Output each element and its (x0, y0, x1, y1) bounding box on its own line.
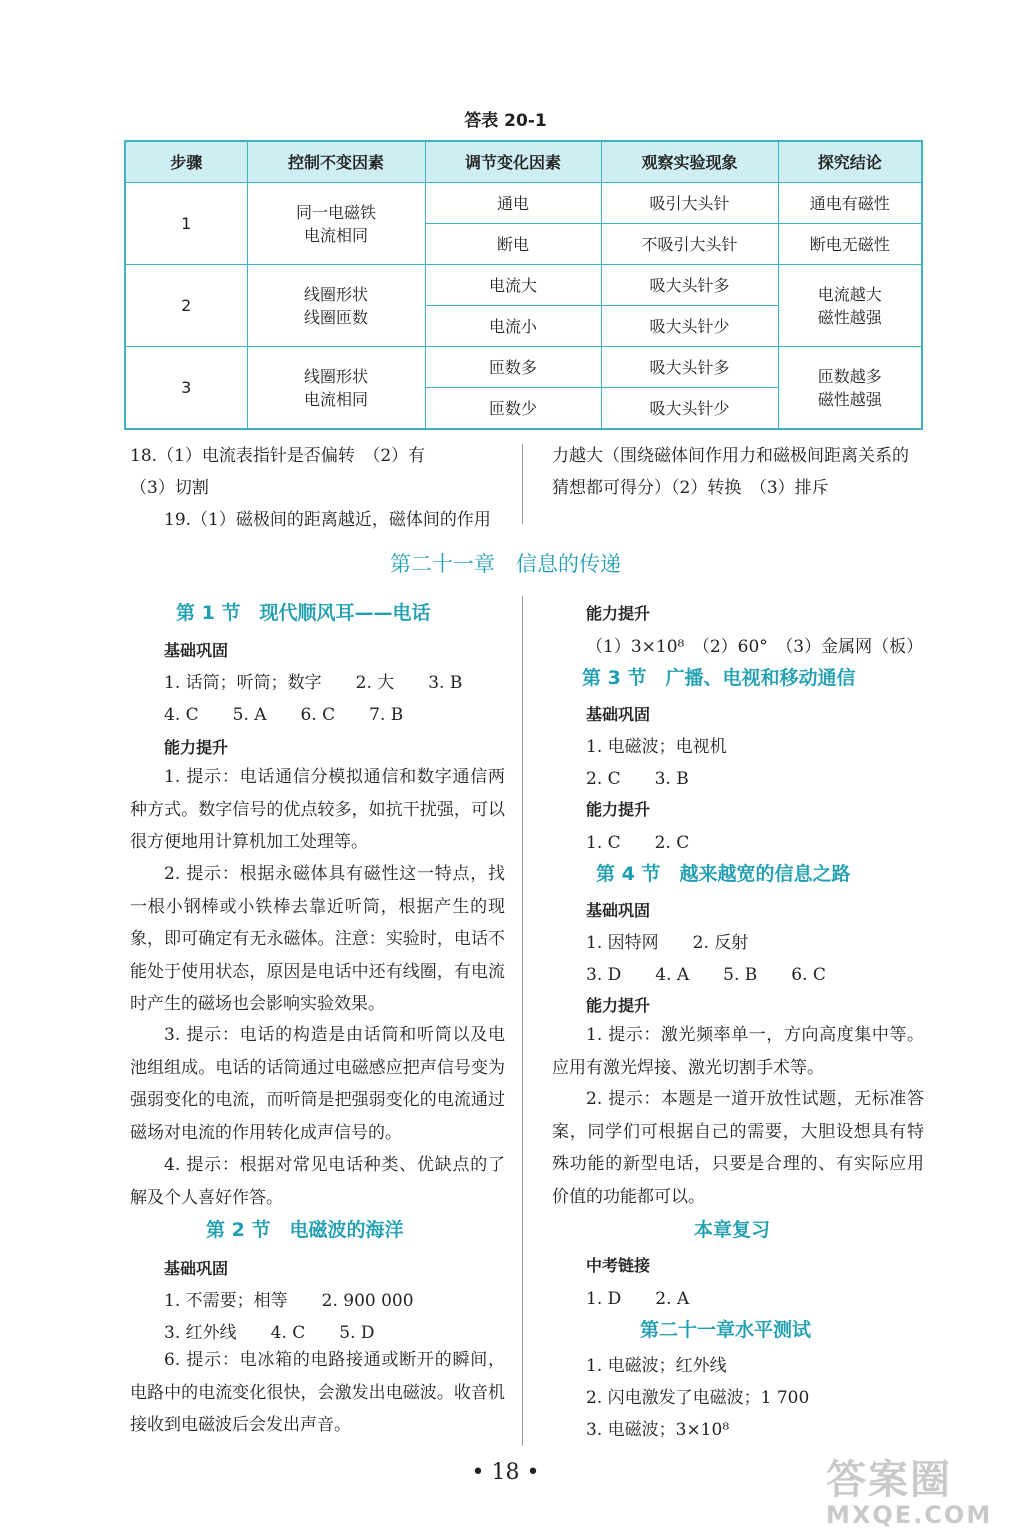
table-row (125, 183, 922, 224)
section-1-ability-answer-3: 3. 提示：电话的构造是由话筒和听筒以及电池组组成。电话的话筒通过电磁感应把声信号变为强弱变化的电流，而听筒是把强弱变化的电流通过磁场对电流的作用转化成声信号的。 (130, 1025, 505, 1143)
section-1-ability-answer-4: 4. 提示：根据对常见电话种类、优缺点的了解及个人喜好作答。 (130, 1155, 505, 1208)
step-cell: 3 (125, 347, 247, 430)
header-control: 控制不变因素 (247, 141, 425, 183)
chapter-test-answer-3: 3. 电磁波；3×10⁸ (586, 1420, 730, 1440)
section-2-heading: 第 2 节 电磁波的海洋 (206, 1219, 404, 1241)
conclusion-line: 匝数越多 (817, 366, 882, 386)
watermark-logo-text: 答案圈 (826, 1457, 952, 1503)
section-2-basic-answers-1: 1. 不需要；相等 2. 900 000 (164, 1291, 414, 1311)
observation-cell: 吸大头针多 (601, 265, 778, 306)
observation-cell: 不吸引大头针 (601, 224, 778, 265)
section-3-basic-answers-1: 1. 电磁波；电视机 (586, 737, 727, 757)
chapter-test-answer-1: 1. 电磁波；红外线 (586, 1356, 727, 1376)
control-line: 线圈形状 (303, 366, 368, 386)
section-3-ability-answers: 1. C 2. C (586, 833, 690, 853)
table-row (125, 265, 922, 306)
step-cell: 1 (125, 183, 247, 265)
column-divider (522, 596, 523, 1446)
conclusion-cell (778, 265, 922, 347)
conclusion-cell: 断电无磁性 (778, 224, 922, 265)
variable-cell: 通电 (425, 183, 601, 224)
section-3-basic-answers-2: 2. C 3. B (586, 769, 689, 789)
column-divider (522, 444, 523, 524)
control-line: 同一电磁铁 (295, 202, 376, 222)
section-1-basic-answers-1: 1. 话筒；听筒；数字 2. 大 3. B (164, 673, 463, 693)
control-cell (247, 183, 425, 265)
answer-19-line3: 猜想都可得分）（2）转换 （3）排斥 (552, 478, 829, 498)
observation-cell: 吸大头针少 (601, 388, 778, 430)
section-4-basic-label: 基础巩固 (586, 901, 651, 920)
answer-19-line1: 19.（1）磁极间的距离越近，磁体间的作用 (164, 510, 491, 530)
control-cell (247, 347, 425, 430)
chapter-title: 第二十一章 信息的传递 (390, 552, 621, 576)
section-2-basic-answers-2: 3. 红外线 4. C 5. D (164, 1323, 375, 1343)
section-2-basic-label: 基础巩固 (164, 1259, 229, 1278)
answer-19-line2: 力越大（围绕磁体间作用力和磁极间距离关系的 (552, 446, 909, 466)
header-observation: 观察实验现象 (601, 141, 778, 183)
section-4-ability-label: 能力提升 (586, 996, 651, 1015)
section-4-ability-answer-2: 2. 提示：本题是一道开放性试题，无标准答案，同学们可根据自己的需要，大胆设想具有特殊功能的新型电话，只要是合理的、有实际应用价值的功能都可以。 (552, 1089, 924, 1207)
observation-cell: 吸引大头针 (601, 183, 778, 224)
review-answers: 1. D 2. A (586, 1289, 690, 1309)
table-title: 答表 20-1 (464, 111, 547, 131)
control-line: 线圈匝数 (303, 307, 368, 327)
chapter-test-answer-2: 2. 闪电激发了电磁波；1 700 (586, 1388, 810, 1408)
conclusion-line: 电流越大 (817, 284, 882, 304)
answer-18-line2: （3）切割 (130, 478, 209, 498)
answer-18-line1: 18.（1）电流表指针是否偏转 （2）有 (130, 446, 426, 466)
variable-cell: 匝数少 (425, 388, 601, 430)
section-4-heading: 第 4 节 越来越宽的信息之路 (596, 863, 851, 885)
section-2-ability-answers: （1）3×10⁸ （2）60° （3）金属网（板） (586, 637, 924, 657)
section-3-ability-label: 能力提升 (586, 800, 651, 819)
answer-table (124, 140, 923, 430)
conclusion-line: 磁性越强 (817, 307, 882, 327)
variable-cell: 电流大 (425, 265, 601, 306)
section-2-ability-label: 能力提升 (586, 604, 651, 623)
step-cell: 2 (125, 265, 247, 347)
header-step: 步骤 (125, 141, 247, 183)
control-cell (247, 265, 425, 347)
variable-cell: 断电 (425, 224, 601, 265)
table-header-row (125, 141, 922, 183)
section-1-basic-answers-2: 4. C 5. A 6. C 7. B (164, 705, 404, 725)
review-exam-link-label: 中考链接 (586, 1256, 651, 1275)
conclusion-line: 磁性越强 (817, 389, 882, 409)
section-3-heading: 第 3 节 广播、电视和移动通信 (582, 667, 856, 689)
header-variable: 调节变化因素 (425, 141, 601, 183)
section-1-ability-answer-2: 2. 提示：根据永磁体具有磁性这一特点，找一根小钢棒或小铁棒去靠近听筒，根据产生的现象，即可确定有无永磁体。注意：实验时，电话不能处于使用状态，原因是电话中还有线圈，有电流时产生的磁场也会影响实验效果。 (130, 864, 505, 1014)
table-row (125, 347, 922, 388)
section-4-ability-answer-1: 1. 提示：激光频率单一，方向高度集中等。应用有激光焊接、激光切割手术等。 (552, 1025, 924, 1078)
section-1-ability-label: 能力提升 (164, 738, 229, 757)
observation-cell: 吸大头针多 (601, 347, 778, 388)
section-3-basic-label: 基础巩固 (586, 705, 651, 724)
conclusion-cell: 通电有磁性 (778, 183, 922, 224)
control-line: 电流相同 (303, 225, 368, 245)
page-number: • 18 • (471, 1460, 540, 1485)
watermark-url: MXQE.COM (826, 1501, 993, 1529)
review-heading: 本章复习 (694, 1219, 771, 1241)
control-line: 线圈形状 (303, 284, 368, 304)
watermark-logo (826, 1448, 1004, 1528)
section-2-basic-answer-6: 6. 提示：电冰箱的电路接通或断开的瞬间，电路中的电流变化很快，会激发出电磁波。收音机接收到电磁波后会发出声音。 (130, 1350, 505, 1435)
conclusion-cell (778, 347, 922, 430)
section-4-basic-answers-2: 3. D 4. A 5. B 6. C (586, 965, 826, 985)
section-1-basic-label: 基础巩固 (164, 641, 229, 660)
control-line: 电流相同 (303, 389, 368, 409)
chapter-test-heading: 第二十一章水平测试 (640, 1319, 812, 1341)
observation-cell: 吸大头针少 (601, 306, 778, 347)
variable-cell: 电流小 (425, 306, 601, 347)
section-1-ability-answer-1: 1. 提示：电话通信分模拟通信和数字通信两种方式。数字信号的优点较多，如抗干扰强，可以很方便地用计算机加工处理等。 (130, 767, 505, 852)
variable-cell: 匝数多 (425, 347, 601, 388)
section-4-basic-answers-1: 1. 因特网 2. 反射 (586, 933, 749, 953)
section-1-heading: 第 1 节 现代顺风耳——电话 (176, 602, 431, 624)
header-conclusion: 探究结论 (778, 141, 922, 183)
